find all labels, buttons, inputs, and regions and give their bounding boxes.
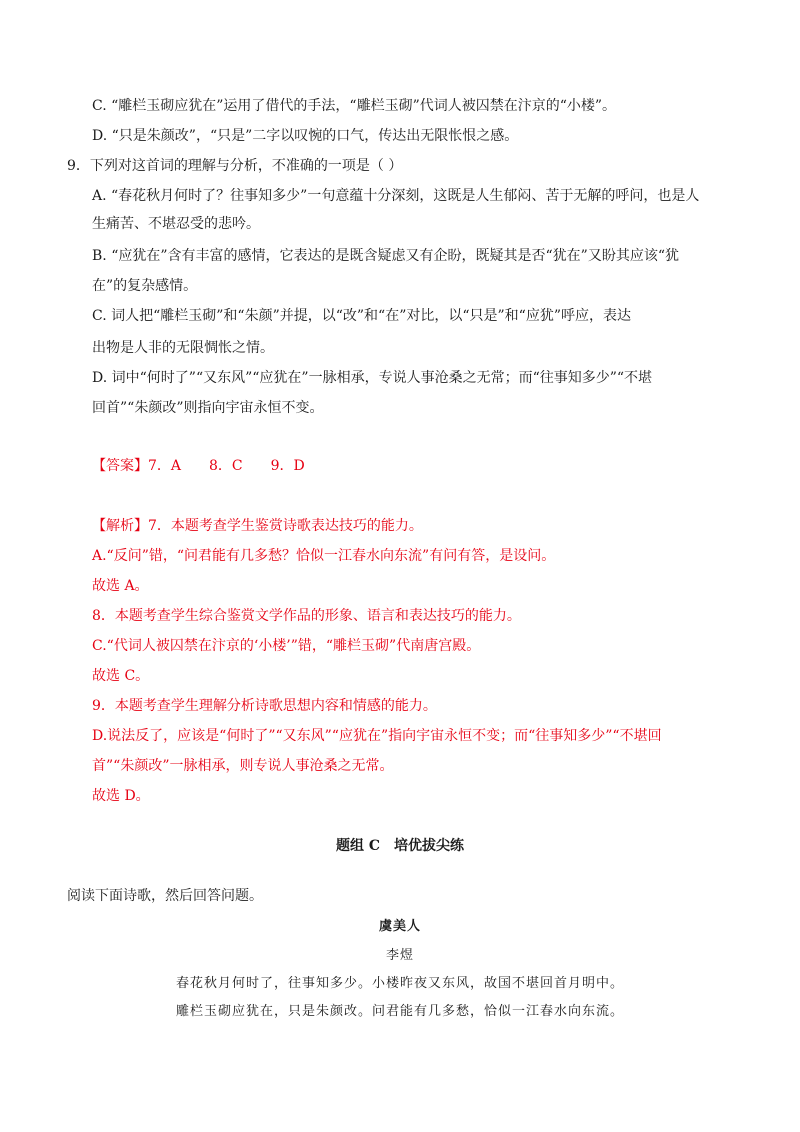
analysis-line-3: 故选 A。: [92, 578, 149, 594]
q9-option-b-line1: B. “应犹在”含有丰富的感情，它表达的是既含疑虑又有企盼，既疑其是否“犹在”又盼其应该“犹: [92, 248, 679, 264]
q9-option-a-line1: A. “春花秋月何时了？往事知多少”一句意蕴十分深刻，这既是人生郁闷、苦于无解的呼问，也是人: [92, 188, 700, 204]
poem-author: 李煜: [385, 948, 414, 963]
q9-option-a-line2: 生痛苦、不堪忍受的悲吟。: [92, 216, 260, 232]
q9-option-d-line2: 回首”“朱颜改”则指向宇宙永恒不变。: [92, 400, 324, 416]
analysis-line-5: C.“代词人被囚禁在汴京的‘小楼’”错，“雕栏玉砌”代南唐宫殿。: [92, 638, 481, 654]
poem-line-2: 雕栏玉砌应犹在，只是朱颜改。问君能有几多愁，恰似一江春水向东流。: [175, 1004, 624, 1019]
analysis-line-7: 9．本题考查学生理解分析诗歌思想内容和情感的能力。: [92, 698, 437, 714]
poem-title: 虞美人: [378, 919, 421, 934]
section-title: 题组 C 培优拔尖练: [335, 838, 465, 854]
q9-option-b-line2: 在”的复杂感情。: [92, 278, 198, 294]
analysis-line-1: 【解析】7．本题考查学生鉴赏诗歌表达技巧的能力。: [92, 518, 423, 534]
reading-instruction: 阅读下面诗歌，然后回答问题。: [67, 888, 263, 904]
analysis-line-9: 首”“朱颜改”一脉相承，则专说人事沧桑之无常。: [92, 758, 394, 774]
q9-option-c-line1: C. 词人把“雕栏玉砌”和“朱颜”并提，以“改”和“在”对比，以“只是”和“应犹”呼应，表达: [92, 308, 631, 324]
poem-line-1: 春花秋月何时了，往事知多少。小楼昨夜又东风，故国不堪回首月明中。: [175, 976, 624, 991]
q8-option-d: D. “只是朱颜改”，“只是”二字以叹惋的口气，传达出无限怅恨之感。: [92, 128, 519, 144]
answer-line: 【答案】7．A 8．C 9．D: [92, 458, 305, 474]
q9-option-c-line2: 出物是人非的无限惆怅之情。: [92, 340, 274, 356]
q8-option-c: C. “雕栏玉砌应犹在”运用了借代的手法，“雕栏玉砌”代词人被囚禁在汴京的“小楼”。: [92, 98, 617, 114]
q9-stem: 9．下列对这首词的理解与分析，不准确的一项是（ ）: [67, 158, 403, 174]
analysis-line-2: A.“反问”错，“问君能有几多愁？恰似一江春水向东流”有问有答，是设问。: [92, 548, 556, 564]
analysis-line-8: D.说法反了，应该是“何时了”“又东风”“应犹在”指向宇宙永恒不变；而“往事知多少”“不堪回: [92, 728, 662, 744]
q9-option-d-line1: D. 词中“何时了”“又东风”“应犹在”一脉相承，专说人事沧桑之无常；而“往事知多少”“不堪: [92, 370, 653, 386]
analysis-line-6: 故选 C。: [92, 668, 150, 684]
analysis-line-10: 故选 D。: [92, 788, 150, 804]
analysis-line-4: 8．本题考查学生综合鉴赏文学作品的形象、语言和表达技巧的能力。: [92, 608, 521, 624]
